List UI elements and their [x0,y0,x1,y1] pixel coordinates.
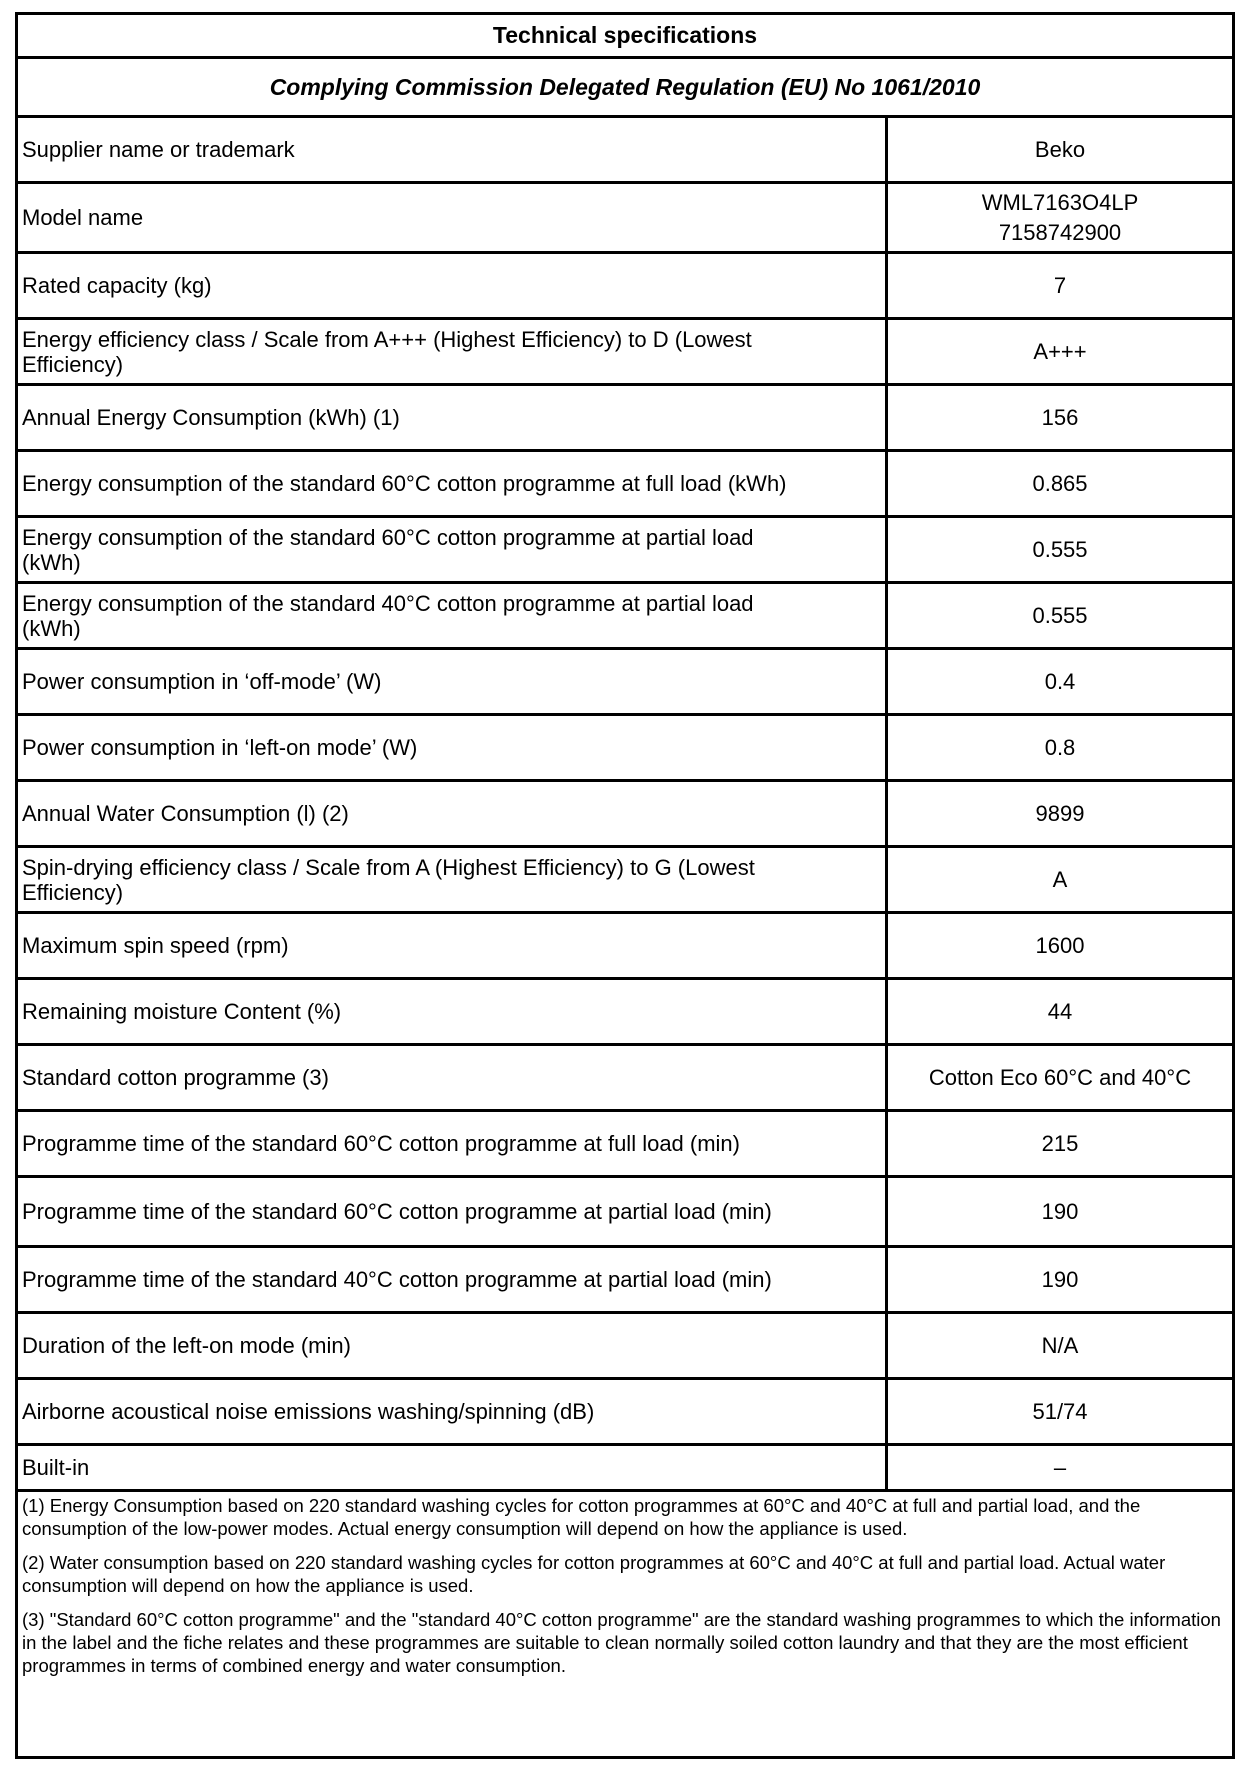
spec-label: Power consumption in ‘off-mode’ (W) [18,650,888,713]
spec-value: Beko [1034,136,1086,162]
spec-label: Maximum spin speed (rpm) [18,914,888,977]
spec-value: Cotton Eco 60°C and 40°C [928,1064,1192,1090]
spec-label: Power consumption in ‘left-on mode’ (W) [18,716,888,779]
spec-value: – [1053,1454,1067,1480]
spec-row-model [18,184,1232,254]
footnotes [22,1494,1224,1688]
spec-row-time-60-partial [18,1178,1232,1248]
spec-label: Annual Water Consumption (l) (2) [18,782,888,845]
spec-label: Energy consumption of the standard 40°C cotton programme at partial load (kWh) [18,584,888,647]
footnote-2: (2) Water consumption based on 220 standard washing cycles for cotton programmes at 60°C and 40°C at full and partial load. Actual water consumption will depend on how the appliance is used. [22,1552,1166,1596]
spec-row-time-40-partial [18,1248,1232,1314]
spec-value: 156 [1041,404,1079,430]
spec-label: Energy consumption of the standard 60°C cotton programme at full load (kWh) [18,452,888,515]
spec-label: Remaining moisture Content (%) [18,980,888,1043]
spec-label: Programme time of the standard 60°C cotton programme at partial load (min) [18,1178,888,1245]
spec-value: 0.555 [1032,602,1088,628]
spec-row-energy-class [18,320,1232,386]
spec-row-energy-40-partial [18,584,1232,650]
spec-row-time-60-full [18,1112,1232,1178]
spec-label: Energy consumption of the standard 60°C cotton programme at partial load (kWh) [18,518,888,581]
spec-label: Rated capacity (kg) [18,254,888,317]
spec-value: 215 [1041,1130,1079,1156]
footnote-3: (3) "Standard 60°C cotton programme" and the "standard 40°C cotton programme" are the standard washing programmes to which the information in the label and the fiche relates and these programmes are suitable to clean normally soiled cotton laundry and that they are the most efficient programmes in terms of combined energy and water consumption. [22,1609,1221,1676]
spec-label: Energy efficiency class / Scale from A+++ (Highest Efficiency) to D (Lowest Efficiency) [18,320,888,383]
spec-row-annual-energy [18,386,1232,452]
spec-row-noise [18,1380,1232,1446]
spec-label: Built-in [18,1446,888,1489]
spec-row-built-in [18,1446,1232,1492]
spec-row-moisture [18,980,1232,1046]
spec-row-spin-class [18,848,1232,914]
spec-value: A+++ [1033,338,1087,364]
spec-label: Model name [18,184,888,251]
spec-row-annual-water [18,782,1232,848]
spec-value: N/A [1041,1332,1079,1358]
spec-value: WML7163O4LP 7158742900 [981,189,1139,245]
spec-row-capacity [18,254,1232,320]
spec-value: 0.865 [1032,470,1088,496]
spec-value: 190 [1041,1198,1079,1224]
spec-row-supplier [18,118,1232,184]
spec-value: 190 [1041,1266,1079,1292]
spec-value: 44 [1047,998,1073,1024]
spec-label: Duration of the left-on mode (min) [18,1314,888,1377]
footnote-1: (1) Energy Consumption based on 220 standard washing cycles for cotton programmes at 60°C and 40°C at full and partial load, and the consumption of the low-power modes. Actual energy consumption will depend on how the appliance is used. [22,1495,1141,1539]
spec-value: 0.4 [1044,668,1076,694]
spec-row-energy-60-full [18,452,1232,518]
spec-label: Supplier name or trademark [18,118,888,181]
spec-value: 0.555 [1032,536,1088,562]
spec-row-energy-60-partial [18,518,1232,584]
spec-row-left-on-mode [18,716,1232,782]
regulation-subtitle: Complying Commission Delegated Regulation (EU) No 1061/2010 [18,59,1232,118]
spec-row-standard-programme [18,1046,1232,1112]
spec-value: 7 [1053,272,1067,298]
spec-row-spin-speed [18,914,1232,980]
spec-label: Annual Energy Consumption (kWh) (1) [18,386,888,449]
spec-value: 9899 [1035,800,1085,826]
spec-label: Airborne acoustical noise emissions washing/spinning (dB) [18,1380,888,1443]
spec-value: A [1052,866,1068,892]
spec-label: Programme time of the standard 60°C cotton programme at full load (min) [18,1112,888,1175]
spec-value: 1600 [1035,932,1085,958]
spec-sheet [15,12,1235,1759]
spec-label: Spin-drying efficiency class / Scale from A (Highest Efficiency) to G (Lowest Efficiency) [18,848,888,911]
sheet-title: Technical specifications [18,15,1232,59]
spec-value: 0.8 [1044,734,1076,760]
spec-row-off-mode [18,650,1232,716]
spec-label: Standard cotton programme (3) [18,1046,888,1109]
spec-label: Programme time of the standard 40°C cotton programme at partial load (min) [18,1248,888,1311]
spec-row-left-on-duration [18,1314,1232,1380]
spec-value: 51/74 [1032,1398,1088,1424]
